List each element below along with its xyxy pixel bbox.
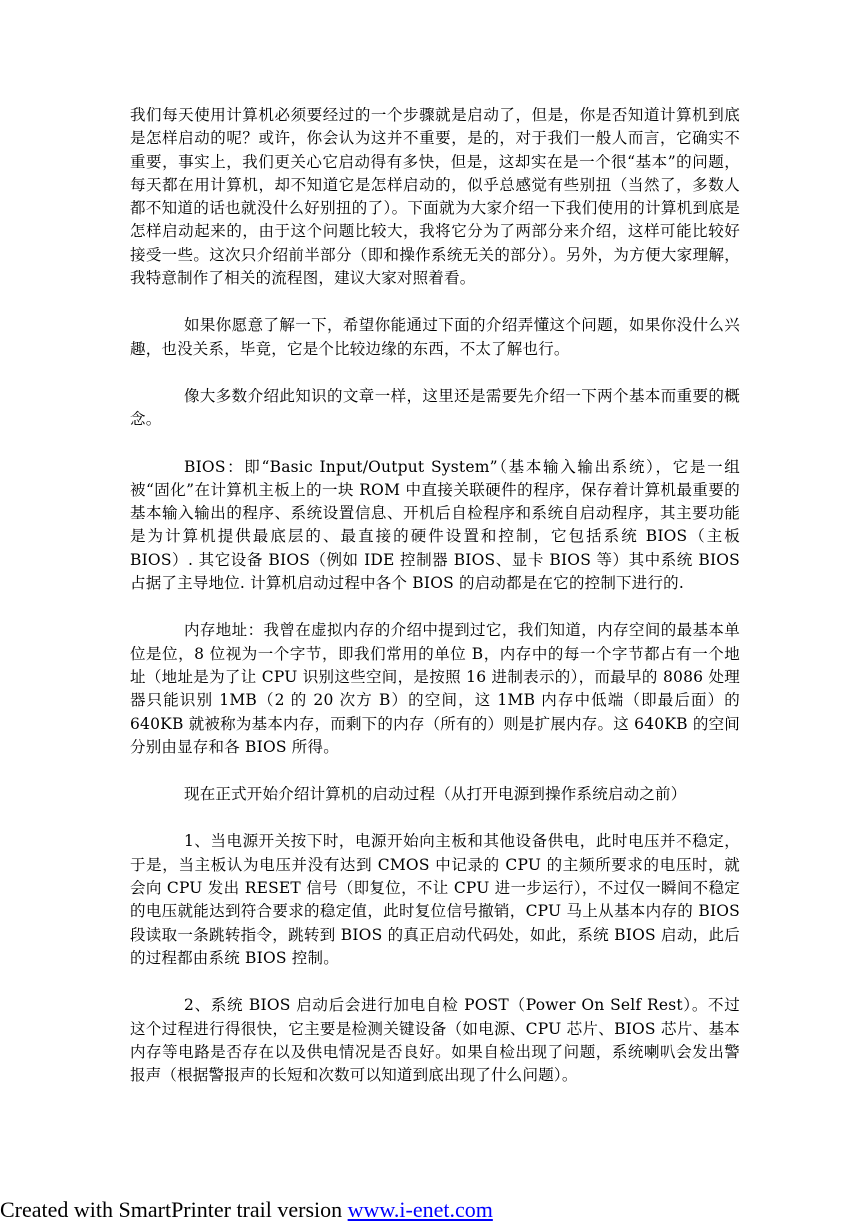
document-body [130,104,740,1111]
paragraph-concepts: 像大多数介绍此知识的文章一样，这里还是需要先介绍一下两个基本而重要的概念。 [130,386,740,429]
watermark-footer [0,1197,493,1223]
paragraph-step-1: 1、当电源开关按下时，电源开始向主板和其他设备供电，此时电压并不稳定，于是，当主板认为电压并没有达到 CMOS 中记录的 CPU 的主频所要求的电压时，就会向 CPU 发出 RESET 信号（即复位，不让 CPU 进一步运行），不过仅一瞬间不稳定的电压就能达到符合要求的稳定值，此时复位信号撤销，CPU 马上从基本内存的 BIOS 段读取一条跳转指令，跳转到 BIOS 的真正启动代码处，如此，系统 BIOS 启动，此后的过程都由系统 BIOS 控制。 [130,832,740,967]
paragraph-bios: BIOS：即“Basic Input/Output System”（基本输入输出系统），它是一组被“固化”在计算机主板上的一块 ROM 中直接关联硬件的程序，保存着计算机最重要的基本输入输出的程序、系统设置信息、开机后自检程序和系统自启动程序，其主要功能是为计算机提供最底层的、最直接的硬件设置和控制，它包括系统 BIOS（主板 BIOS）. 其它设备 BIOS（例如 IDE 控制器 BIOS、显卡 BIOS 等）其中系统 BIOS 占据了主导地位. 计算机启动过程中各个 BIOS 的启动都是在它的控制下进行的. [130,457,740,593]
paragraph-interest: 如果你愿意了解一下，希望你能通过下面的介绍弄懂这个问题，如果你没什么兴趣，也没关系，毕竟，它是个比较边缘的东西，不太了解也行。 [130,316,740,358]
paragraph-memory-address: 内存地址：我曾在虚拟内存的介绍中提到过它，我们知道，内存空间的最基本单位是位，8 位视为一个字节，即我们常用的单位 B，内存中的每一个字节都占有一个地址（地址是为了让 CPU 识别这些空间，是按照 16 进制表示的），而最早的 8086 处理器只能识别 1MB（2 的 20 次方 B）的空间，这 1MB 内存中低端（即最后面）的 640KB 就被称为基本内存，而剩下的内存（所有的）则是扩展内存。这 640KB 的空间分别由显存和各 BIOS 所得。 [130,621,740,756]
paragraph-startup-heading: 现在正式开始介绍计算机的启动过程（从打开电源到操作系统启动之前） [184,785,687,804]
footer-link[interactable]: www.i-enet.com [347,1197,493,1222]
footer-text: Created with SmartPrinter trail version [0,1197,343,1222]
paragraph-step-2: 2、系统 BIOS 启动后会进行加电自检 POST（Power On Self Rest）。不过这个过程进行得很快，它主要是检测关键设备（如电源、CPU 芯片、BIOS 芯片、基本内存等电路是否存在以及供电情况是否良好。如果自检出现了问题，系统喇叭会发出警报声（根据警报声的长短和次数可以知道到底出现了什么问题）。 [130,996,740,1085]
paragraph-intro: 我们每天使用计算机必须要经过的一个步骤就是启动了，但是，你是否知道计算机到底是怎样启动的呢？或许，你会认为这并不重要，是的，对于我们一般人而言，它确实不重要，事实上，我们更关心它启动得有多快，但是，这却实在是一个很“基本”的问题，每天都在用计算机，却不知道它是怎样启动的，似乎总感觉有些别扭（当然了，多数人都不知道的话也就没什么好别扭的了）。下面就为大家介绍一下我们使用的计算机到底是怎样启动起来的，由于这个问题比较大，我将它分为了两部分来介绍，这样可能比较好接受一些。这次只介绍前半部分（即和操作系统无关的部分）。另外，为方便大家理解，我特意制作了相关的流程图，建议大家对照着看。 [130,106,740,288]
